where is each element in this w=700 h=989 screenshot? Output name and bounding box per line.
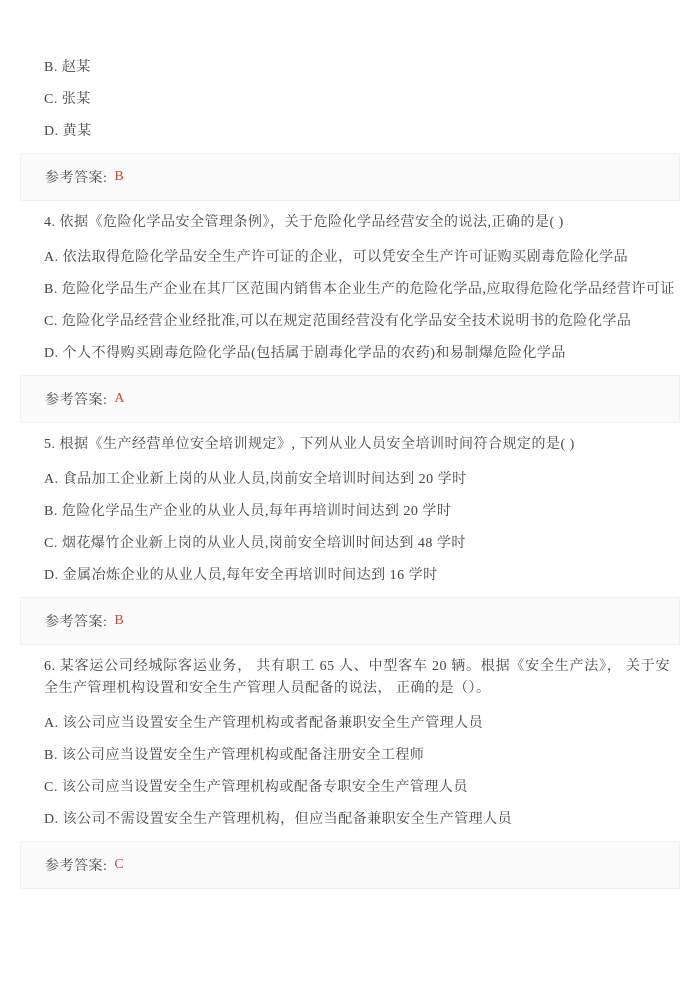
answer-label: 参考答案: <box>45 393 108 408</box>
option-item: B. 该公司应当设置安全生产管理机构或配备注册安全工程师 <box>44 748 425 763</box>
answer-label: 参考答案: <box>45 859 108 874</box>
option-item: D. 该公司不需设置安全生产管理机构，但应当配备兼职安全生产管理人员 <box>44 812 513 827</box>
question-block-6 <box>20 656 680 889</box>
answer-box <box>20 153 680 201</box>
option-item: B. 赵某 <box>44 60 91 75</box>
answer-label: 参考答案: <box>45 171 108 186</box>
answer-label: 参考答案: <box>45 615 108 630</box>
option-item: D. 个人不得购买剧毒危险化学品(包括属于剧毒化学品的农药)和易制爆危险化学品 <box>44 346 566 361</box>
option-item: C. 烟花爆竹企业新上岗的从业人员,岗前安全培训时间达到 48 学时 <box>44 536 466 551</box>
option-item: C. 该公司应当设置安全生产管理机构或配备专职安全生产管理人员 <box>44 780 468 795</box>
option-item: D. 金属冶炼企业的从业人员,每年安全再培训时间达到 16 学时 <box>44 568 438 583</box>
answer-value: A <box>114 391 125 406</box>
question-text: 4. 依据《危险化学品安全管理条例》，关于危险化学品经营安全的说法,正确的是( ) <box>44 215 564 230</box>
question-text: 5. 根据《生产经营单位安全培训规定》, 下列从业人员安全培训时间符合规定的是( ) <box>44 437 575 452</box>
question-block-partial <box>20 57 680 201</box>
answer-box <box>20 841 680 889</box>
question-block-5 <box>20 434 680 645</box>
answer-value: C <box>114 857 124 872</box>
answer-value: B <box>114 169 124 184</box>
answer-box <box>20 375 680 423</box>
option-item: B. 危险化学品生产企业的从业人员,每年再培训时间达到 20 学时 <box>44 504 452 519</box>
option-item: A. 该公司应当设置安全生产管理机构或者配备兼职安全生产管理人员 <box>44 716 484 731</box>
option-item: B. 危险化学品生产企业在其厂区范围内销售本企业生产的危险化学品,应取得危险化学品经营许可证 <box>44 282 675 297</box>
option-item: A. 依法取得危险化学品安全生产许可证的企业，可以凭安全生产许可证购买剧毒危险化学品 <box>44 250 629 265</box>
option-item: C. 张某 <box>44 92 91 107</box>
option-item: A. 食品加工企业新上岗的从业人员,岗前安全培训时间达到 20 学时 <box>44 472 467 487</box>
option-item: D. 黄某 <box>44 124 92 139</box>
question-block-4 <box>20 212 680 423</box>
question-text: 6. 某客运公司经城际客运业务， 共有职工 65 人、中型客车 20 辆。根据《安全生产法》， 关于安全生产管理机构设置和安全生产管理人员配备的说法， 正确的是（）。 <box>44 659 670 696</box>
answer-box <box>20 597 680 645</box>
option-item: C. 危险化学品经营企业经批准,可以在规定范围经营没有化学品安全技术说明书的危险化学品 <box>44 314 632 329</box>
answer-value: B <box>114 613 124 628</box>
